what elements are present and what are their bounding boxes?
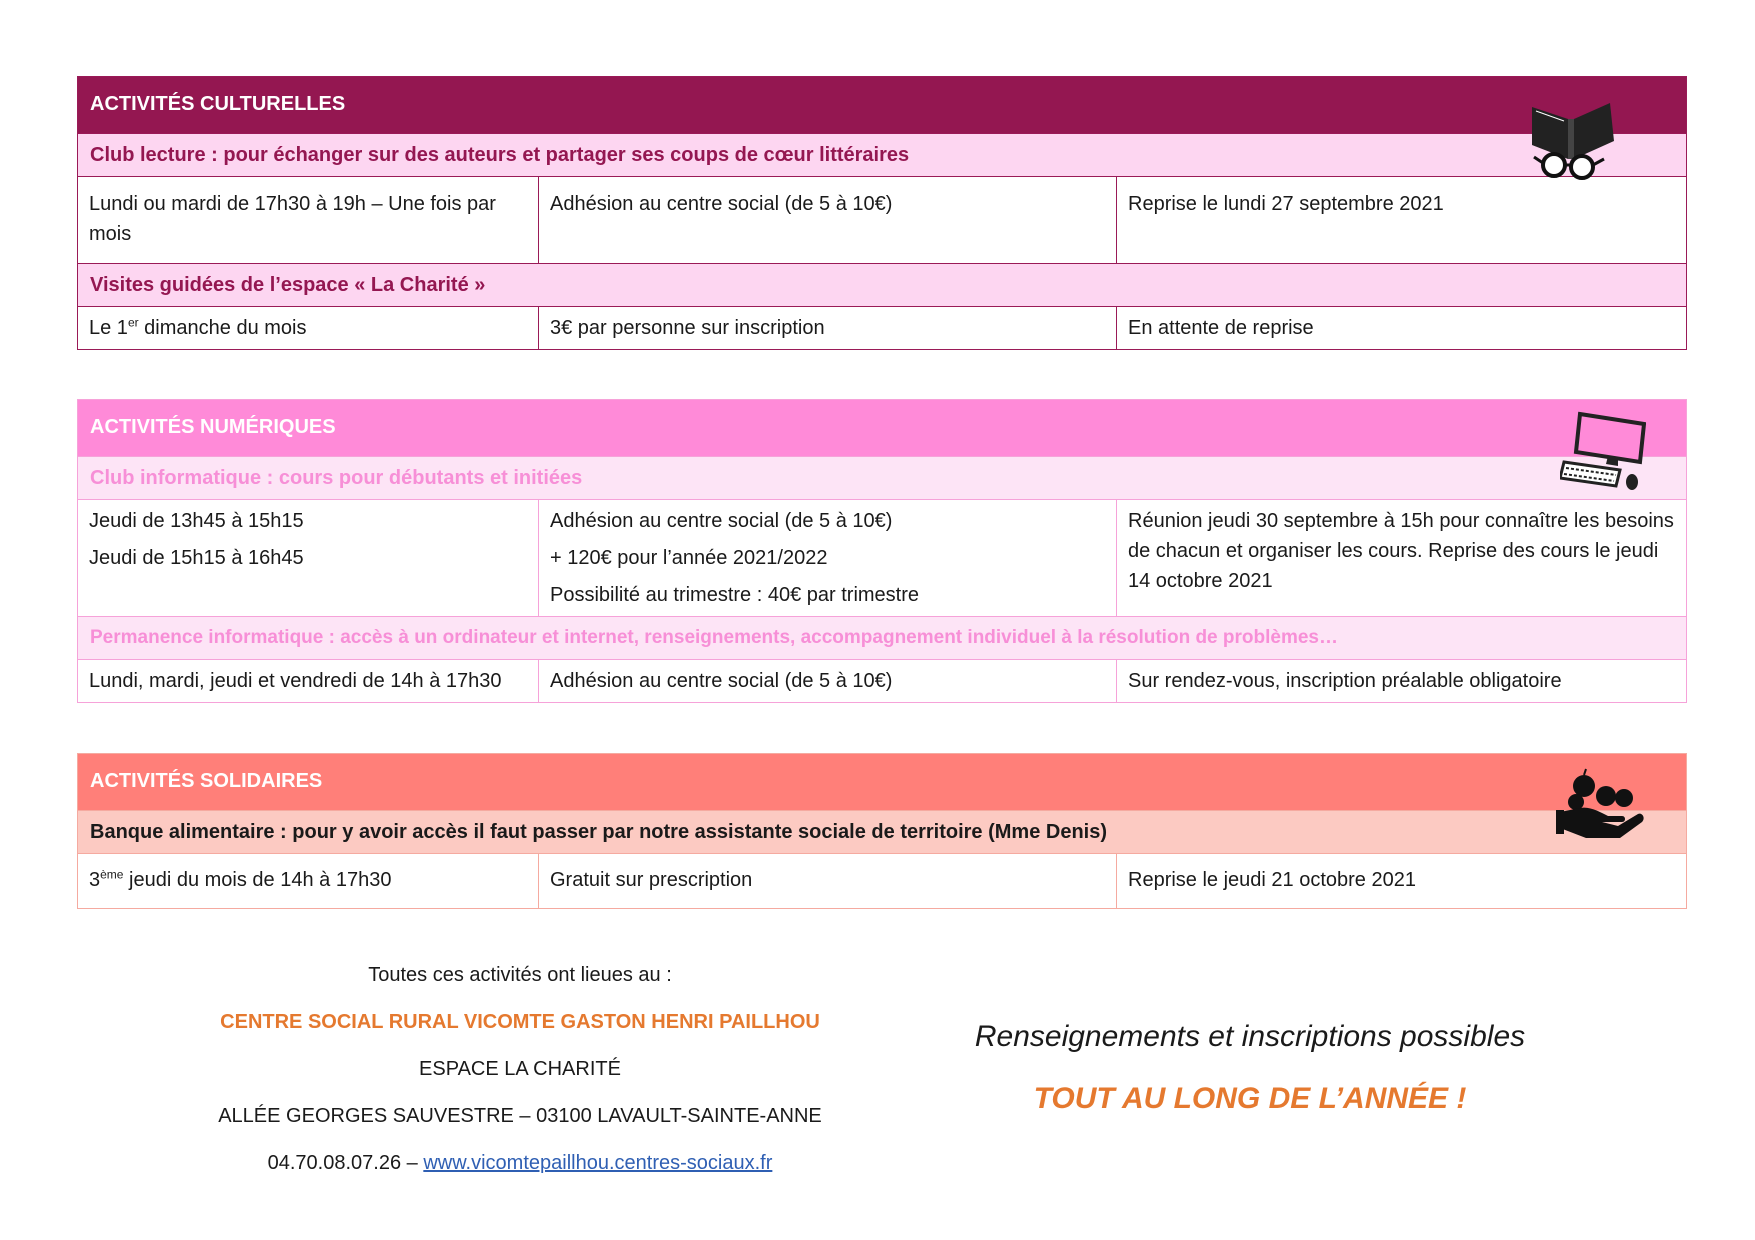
activity-row	[78, 500, 1686, 616]
activity-row	[78, 854, 1686, 908]
footer-info-block	[930, 1020, 1570, 1116]
price-cell: Adhésion au centre social (de 5 à 10€)	[538, 177, 1116, 263]
schedule-cell	[78, 500, 538, 616]
website-link[interactable]: www.vicomtepaillhou.centres-sociaux.fr	[423, 1152, 773, 1174]
center-name: CENTRE SOCIAL RURAL VICOMTE GASTON HENRI PAILLHOU	[220, 1011, 820, 1033]
price-line: + 120€ pour l’année 2021/2022	[550, 547, 828, 569]
activity-title: Visites guidées de l’espace « La Charité »	[78, 263, 1686, 307]
price-line: Possibilité au trimestre : 40€ par trimestre	[550, 584, 920, 606]
footer-address-block	[210, 964, 830, 1199]
activity-row	[78, 307, 1686, 349]
schedule-cell	[78, 307, 538, 349]
section-numeriques	[77, 399, 1687, 703]
address: ALLÉE GEORGES SAUVESTRE – 03100 LAVAULT-SAINTE-ANNE	[218, 1105, 822, 1127]
book-glasses-icon	[1524, 93, 1620, 181]
section-header	[78, 754, 1686, 810]
schedule-sup: ème	[100, 867, 124, 882]
schedule-cell: Lundi, mardi, jeudi et vendredi de 14h à 17h30	[89, 670, 502, 692]
activity-title: Club informatique : cours pour débutants et initiées	[78, 456, 1686, 500]
section-title: ACTIVITÉS CULTURELLES	[90, 93, 346, 115]
activity-title: Permanence informatique : accès à un ordinateur et internet, renseignements, accompagnement individuel à la résolution de problèmes…	[78, 616, 1686, 660]
status-cell: Reprise le lundi 27 septembre 2021	[1116, 177, 1686, 263]
contact-line	[210, 1152, 830, 1199]
price-cell	[538, 500, 1116, 616]
section-header	[78, 400, 1686, 456]
price-cell: 3€ par personne sur inscription	[538, 307, 1116, 349]
schedule-suffix: jeudi du mois de 14h à 17h30	[123, 869, 392, 891]
schedule-cell: Lundi ou mardi de 17h30 à 19h – Une fois par mois	[89, 193, 496, 245]
footer-intro: Toutes ces activités ont lieues au :	[368, 964, 672, 986]
highlight-line: TOUT AU LONG DE L’ANNÉE !	[1033, 1082, 1467, 1115]
computer-icon	[1560, 410, 1646, 492]
schedule-prefix: Le 1	[89, 317, 128, 339]
status-cell: Sur rendez-vous, inscription préalable obligatoire	[1116, 660, 1686, 702]
schedule-sup: er	[127, 315, 139, 330]
schedule-line: Jeudi de 13h45 à 15h15	[89, 510, 304, 532]
section-solidaires	[77, 753, 1687, 909]
status-cell: Reprise le jeudi 21 octobre 2021	[1116, 854, 1686, 908]
section-title: ACTIVITÉS SOLIDAIRES	[90, 770, 323, 792]
section-culturelles	[77, 76, 1687, 350]
schedule-suffix: dimanche du mois	[138, 317, 307, 339]
hand-fruit-icon	[1556, 766, 1646, 842]
price-line: Adhésion au centre social (de 5 à 10€)	[550, 510, 893, 532]
section-header	[78, 77, 1686, 133]
phone: 04.70.08.07.26 –	[267, 1152, 424, 1174]
schedule-line: Jeudi de 15h15 à 16h45	[89, 547, 304, 569]
activity-title: Banque alimentaire : pour y avoir accès il faut passer par notre assistante sociale de territoire (Mme Denis)	[78, 810, 1686, 854]
info-line: Renseignements et inscriptions possibles	[974, 1020, 1526, 1053]
section-title: ACTIVITÉS NUMÉRIQUES	[90, 416, 336, 438]
activity-row	[78, 660, 1686, 702]
price-cell: Gratuit sur prescription	[538, 854, 1116, 908]
schedule-prefix: 3	[89, 869, 101, 891]
status-cell: Réunion jeudi 30 septembre à 15h pour connaître les besoins de chacun et organiser les cours. Reprise des cours le jeudi 14 octobre 2021	[1116, 500, 1686, 616]
status-cell: En attente de reprise	[1116, 307, 1686, 349]
schedule-cell	[78, 854, 538, 908]
place-name: ESPACE LA CHARITÉ	[419, 1058, 621, 1080]
price-cell: Adhésion au centre social (de 5 à 10€)	[538, 660, 1116, 702]
activity-row	[78, 177, 1686, 263]
activity-title: Club lecture : pour échanger sur des auteurs et partager ses coups de cœur littéraires	[78, 133, 1686, 177]
